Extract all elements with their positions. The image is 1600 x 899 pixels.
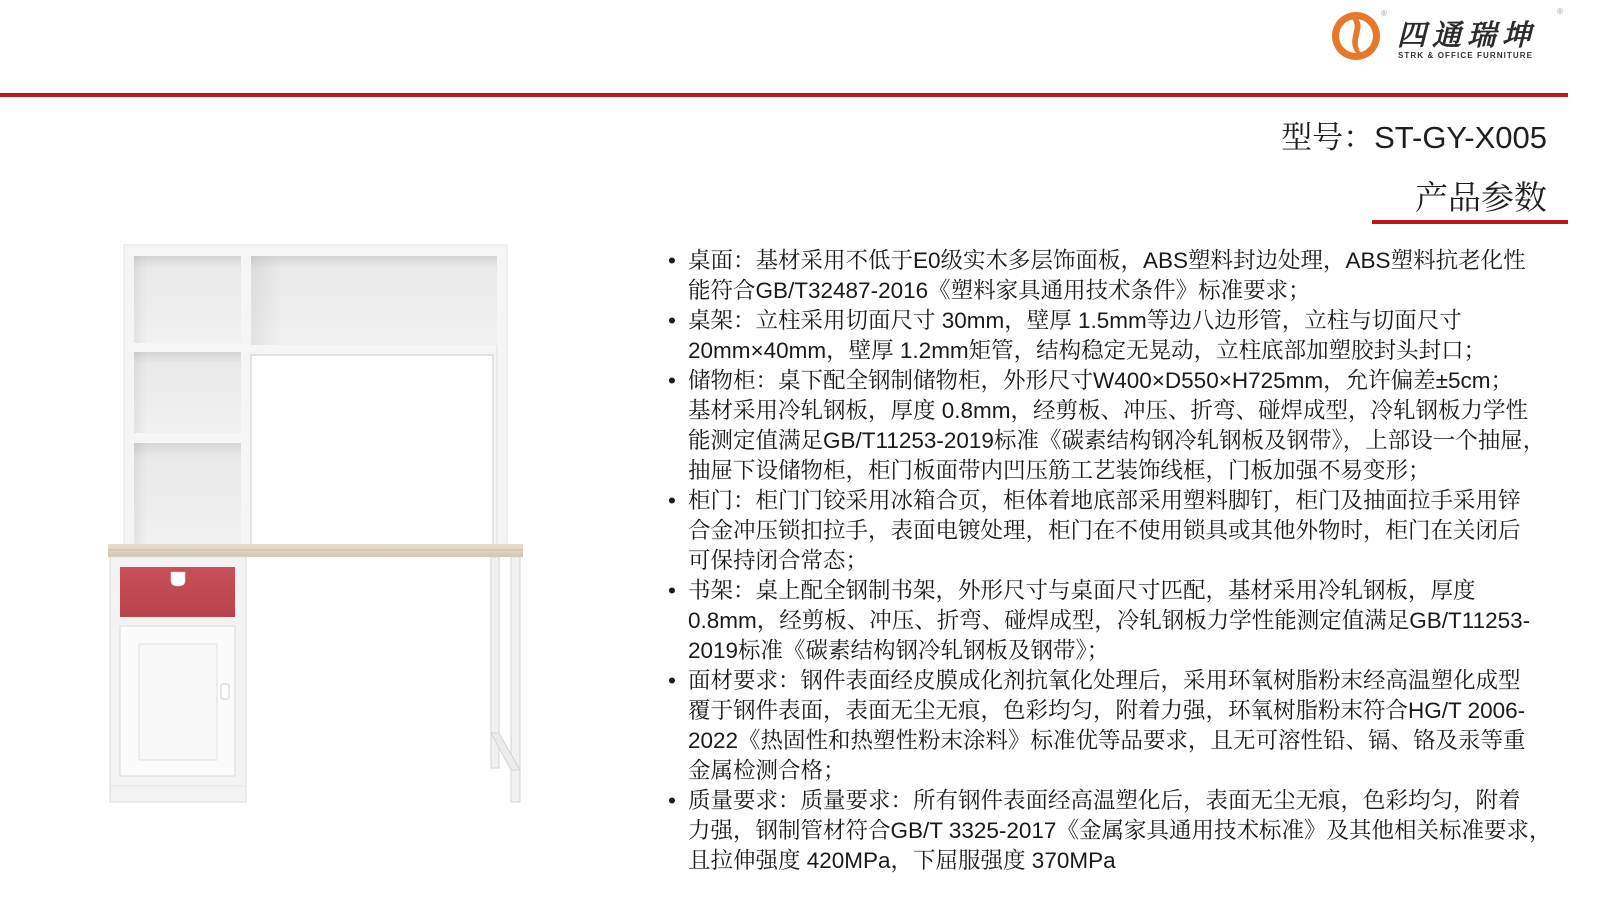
- spec-line: 20mm×40mm，壁厚 1.2mm矩管，结构稳定无晃动，立柱底部加塑胶封头封口；: [688, 338, 1487, 363]
- spec-line: 覆于钢件表面，表面无尘无痕，色彩均匀，附着力强，环氧树脂粉末符合HG/T 2006-: [688, 698, 1526, 723]
- product-image: [0, 0, 560, 820]
- registered-mark: ®: [1557, 7, 1563, 16]
- spec-line: 金属检测合格；: [688, 758, 846, 783]
- spec-line: 合金冲压锁扣拉手，表面电镀处理，柜门在不使用锁具或其他外物时，柜门在关闭后: [688, 518, 1521, 543]
- spec-line: 可保持闭合常态；: [688, 548, 869, 573]
- spec-item-surface-finish: [665, 666, 1590, 786]
- spec-item-cabinet-door: [665, 486, 1590, 576]
- desktop: [108, 544, 523, 557]
- spec-line: 桌面：基材采用不低于E0级实木多层饰面板，ABS塑料封边处理，ABS塑料抗老化性: [688, 248, 1526, 273]
- spec-list: [665, 246, 1590, 876]
- spec-line: 面材要求：钢件表面经皮膜成化剂抗氧化处理后，采用环氧树脂粉末经高温塑化成型: [688, 668, 1521, 693]
- spec-line: 力强，钢制管材符合GB/T 3325-2017《金属家具通用技术标准》及其他相关标准要求，: [688, 818, 1552, 843]
- drawer-handle-icon: [171, 572, 185, 586]
- hutch-shelf: [124, 245, 507, 545]
- spec-line: 基材采用冷轧钢板，厚度 0.8mm，经剪板、冲压、折弯、碰焊成型，冷轧钢板力学性: [688, 398, 1529, 423]
- bullet-marker: •: [668, 488, 676, 513]
- spec-item-bookshelf: [665, 576, 1590, 666]
- spec-line: 能符合GB/T32487-2016《塑料家具通用技术条件》标准要求；: [688, 278, 1311, 303]
- section-title: 产品参数: [1415, 179, 1547, 216]
- logo-mark-icon: [1330, 10, 1382, 62]
- spec-item-quality: [665, 786, 1590, 876]
- spec-item-storage-cabinet: [665, 366, 1590, 486]
- spec-line: 质量要求：质量要求：所有钢件表面经高温塑化后，表面无尘无痕，色彩均匀，附着: [688, 788, 1521, 813]
- hutch-opening: [251, 355, 493, 545]
- spec-line: 2019标准《碳素结构钢冷轧钢板及钢带》；: [688, 638, 1110, 663]
- desk-leg-frame: [491, 557, 520, 802]
- spec-line: 书架：桌上配全钢制书架，外形尺寸与桌面尺寸匹配，基材采用冷轧钢板，厚度: [688, 578, 1476, 603]
- door-panel: [139, 644, 217, 760]
- brand-logo: [1330, 8, 1570, 64]
- desktop-board: [108, 544, 523, 557]
- spec-line: 桌架：立柱采用切面尺寸 30mm，壁厚 1.5mm等边八边形管，立柱与切面尺寸: [688, 308, 1462, 333]
- spec-line: 且拉伸强度 420MPa，下屈服强度 370MPa: [688, 848, 1116, 873]
- bullet-marker: •: [668, 368, 676, 393]
- model-number: 型号：ST-GY-X005: [1281, 120, 1547, 155]
- pedestal-cabinet: [110, 557, 246, 802]
- logo-text: 四通瑞坤: [1397, 18, 1538, 52]
- logo-subtext: STRK & OFFICE FURNITURE: [1398, 51, 1534, 60]
- spec-line: 0.8mm，经剪板、冲压、折弯、碰焊成型，冷轧钢板力学性能测定值满足GB/T11253-: [688, 608, 1531, 633]
- bullet-marker: •: [668, 788, 676, 813]
- bullet-marker: •: [668, 248, 676, 273]
- bullet-marker: •: [668, 578, 676, 603]
- spec-line: 2022《热固性和热塑性粉末涂料》标准优等品要求，且无可溶性铅、镉、铬及汞等重: [688, 728, 1526, 753]
- spec-item-desktop: [665, 246, 1590, 306]
- bullet-marker: •: [668, 308, 676, 333]
- door-handle-icon: [221, 684, 229, 699]
- spec-line: 储物柜：桌下配全钢制储物柜，外形尺寸W400×D550×H725mm，允许偏差±5cm；: [688, 368, 1513, 393]
- header-divider: [0, 93, 1568, 97]
- spec-line: 能测定值满足GB/T11253-2019标准《碳素结构钢冷轧钢板及钢带》，上部设一个抽屉，: [688, 428, 1546, 453]
- bullet-marker: •: [668, 668, 676, 693]
- section-title-underline: [1372, 220, 1568, 224]
- spec-line: 抽屉下设储物柜，柜门板面带内凹压筋工艺装饰线框，门板加强不易变形；: [688, 458, 1431, 483]
- spec-item-desk-frame: [665, 306, 1590, 366]
- registered-mark: ®: [1381, 9, 1387, 18]
- spec-line: 柜门：柜门门铰采用冰箱合页，柜体着地底部采用塑料脚钉，柜门及抽面拉手采用锌: [688, 488, 1521, 513]
